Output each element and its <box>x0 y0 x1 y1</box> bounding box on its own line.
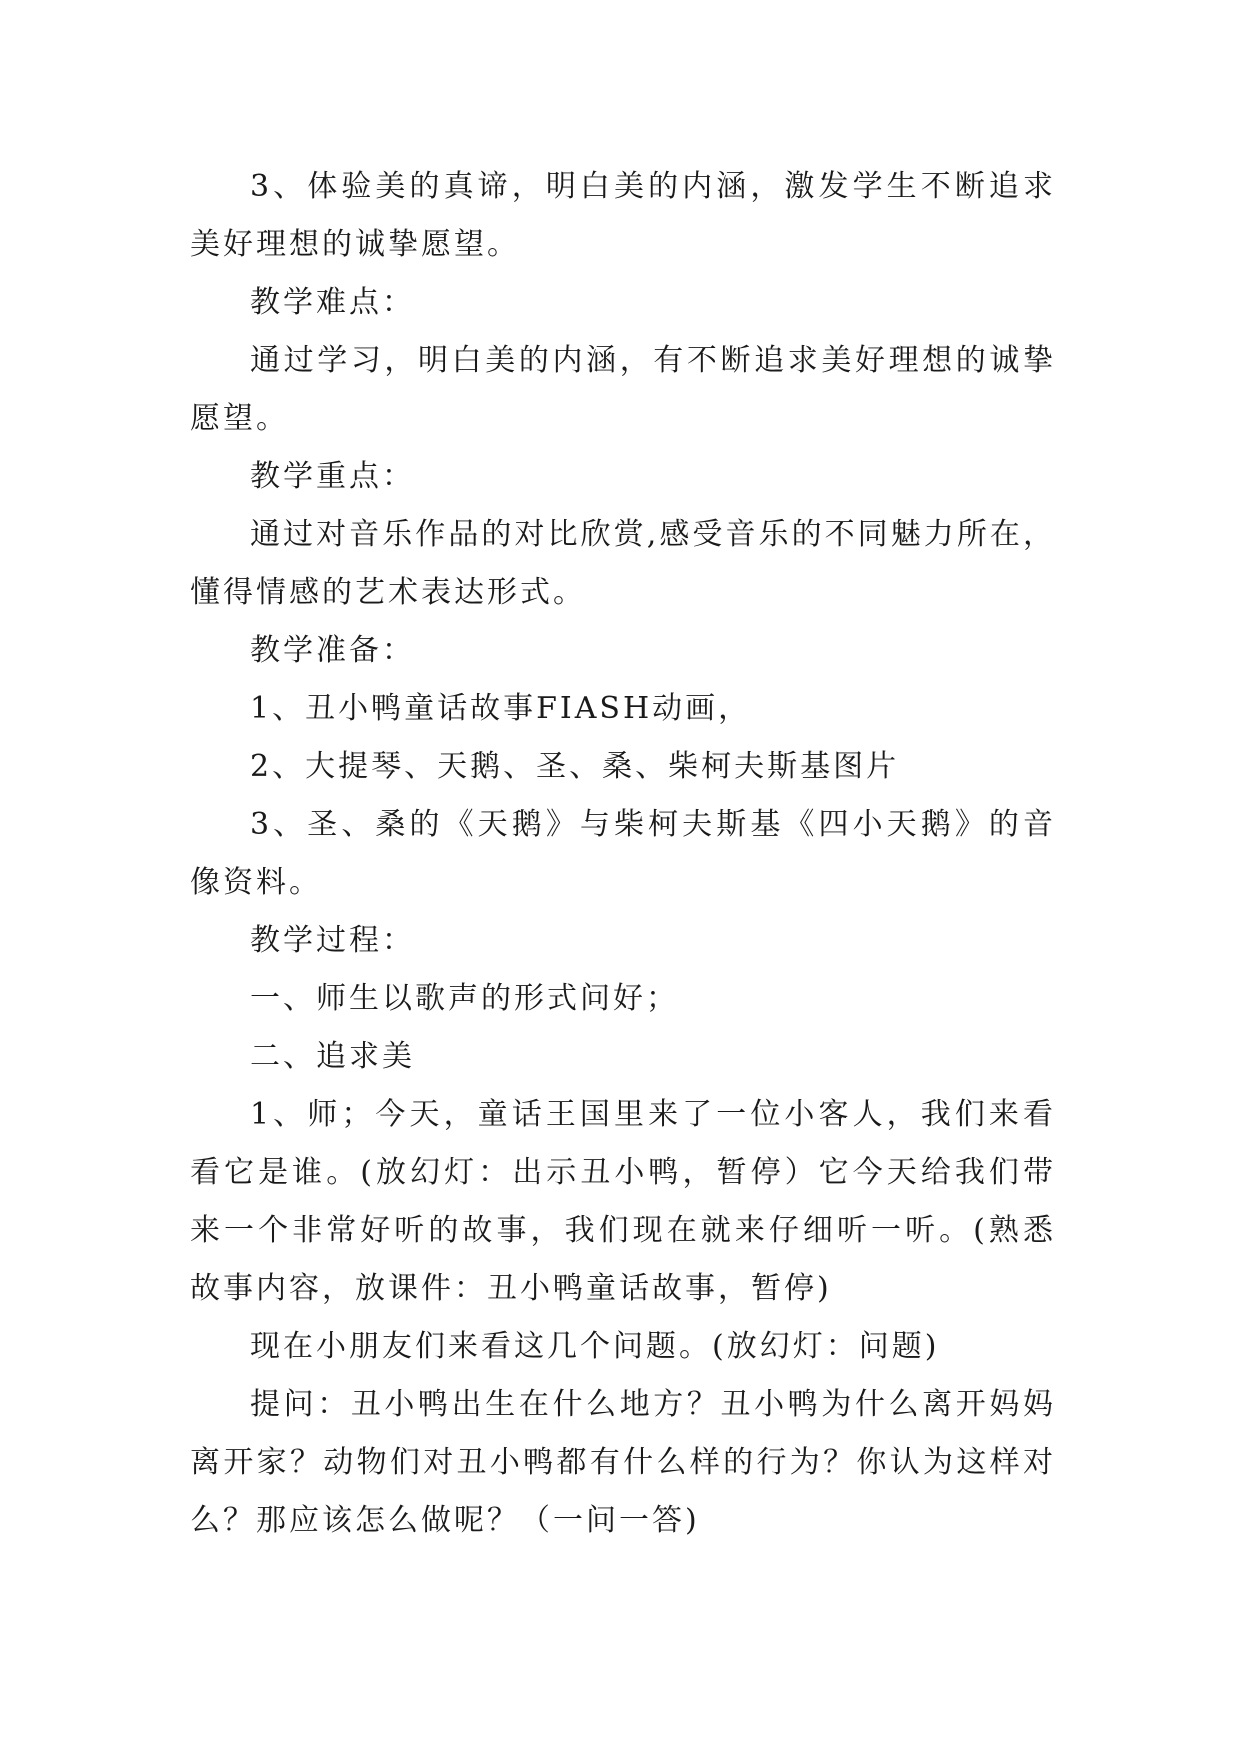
heading-teaching-focus: 教学重点： <box>250 459 415 494</box>
paragraph-questions-intro: 现在小朋友们来看这几个问题。(放幻灯：问题) <box>250 1329 940 1364</box>
prep-item-2: 2、大提琴、天鹅、圣、桑、柴柯夫斯基图片 <box>250 749 900 784</box>
paragraph-focus: 通过对音乐作品的对比欣赏,感受音乐的不同魅力所在，懂得情感的艺术表达形式。 <box>190 517 1056 610</box>
document-page <box>190 158 1056 1550</box>
process-step-2: 二、追求美 <box>250 1039 415 1074</box>
paragraph-questions: 提问：丑小鸭出生在什么地方？丑小鸭为什么离开妈妈离开家？动物们对丑小鸭都有什么样的行为？你认为这样对么？那应该怎么做呢？（一问一答) <box>190 1387 1056 1538</box>
prep-item-1: 1、丑小鸭童话故事FIASH动画， <box>250 691 752 726</box>
paragraph-difficulty: 通过学习，明白美的内涵，有不断追求美好理想的诚挚愿望。 <box>190 343 1056 436</box>
paragraph-teacher-intro: 1、师；今天，童话王国里来了一位小客人，我们来看看它是谁。(放幻灯：出示丑小鸭，暂停）它今天给我们带来一个非常好听的故事，我们现在就来仔细听一听。(熟悉故事内容，放课件：丑小鸭童话故事，暂停) <box>190 1097 1056 1306</box>
process-step-1: 一、师生以歌声的形式问好； <box>250 981 679 1016</box>
heading-teaching-difficulty: 教学难点： <box>250 285 415 320</box>
paragraph-objective-3: 3、体验美的真谛，明白美的内涵，激发学生不断追求美好理想的诚挚愿望。 <box>190 169 1056 262</box>
prep-item-3: 3、圣、桑的《天鹅》与柴柯夫斯基《四小天鹅》的音像资料。 <box>190 807 1056 900</box>
heading-teaching-process: 教学过程： <box>250 923 415 958</box>
heading-teaching-preparation: 教学准备： <box>250 633 415 668</box>
